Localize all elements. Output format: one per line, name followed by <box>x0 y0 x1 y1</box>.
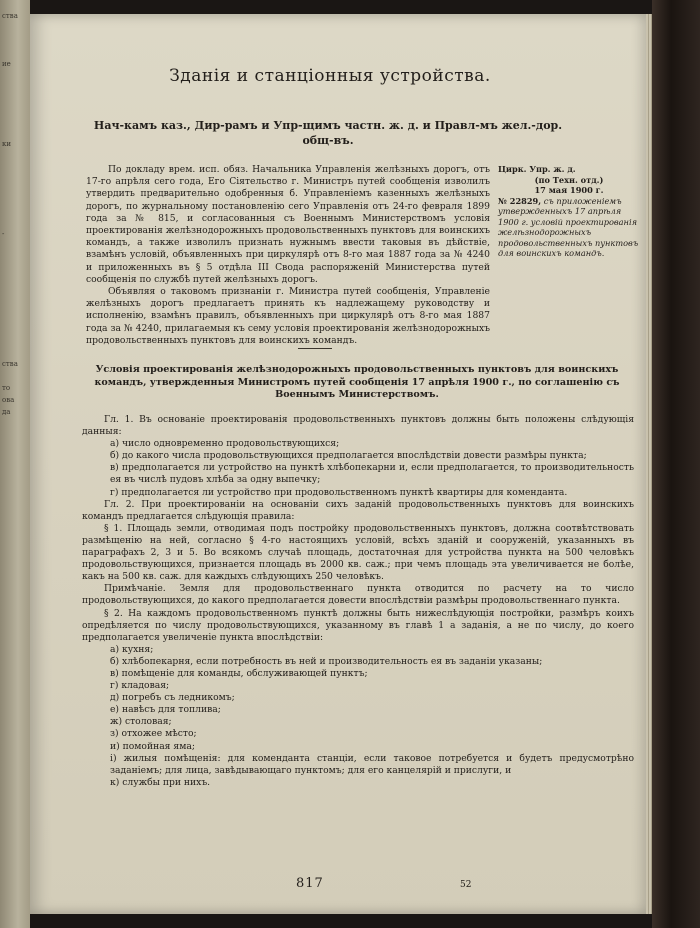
body-line: к) службы при нихъ. <box>110 776 211 788</box>
body-line: § 1. Площадь земли, отводимая подъ постройку продовольственныхъ пунктовъ, должна соотвѣтствовать размѣщенію на ней, согласно § 4-го настоящихъ условій, всѣхъ зданій и сооруженій, указанныхъ въ параграфахъ 2, 3 и 5. Во всякомъ случаѣ площадь, достаточная для устройства пункта на 500 человѣкъ продовольствующихся, признается площадь въ 2000 кв. саж.; при чемъ площадь эта увеличивается не болѣе, какъ на 500 кв. саж. для каждыхъ слѣдующихъ 250 человѣкъ. <box>82 522 634 583</box>
left-page-fragment: ие <box>2 60 11 68</box>
margin-note-line: (по Техн. отд.) <box>534 174 604 185</box>
intro-paragraphs <box>86 164 490 347</box>
margin-note <box>498 164 640 259</box>
book-spine <box>652 0 700 928</box>
body-line: д) погребъ съ ледникомъ; <box>110 692 235 704</box>
body-line: е) навѣсъ для топлива; <box>110 704 221 716</box>
left-page-fragment: ства <box>2 12 18 20</box>
body-line: Примѣчаніе. Земля для продовольственнаго пункта отводится по расчету на то число продовольствующихся, до какого предполагается довести впослѣдствіи размѣры продовольственнаго пункта. <box>82 583 634 607</box>
body-line: б) хлѣбопекарня, если потребность въ ней и производительность ея въ заданіи указаны; <box>110 655 543 667</box>
body-line: § 2. На каждомъ продовольственномъ пунктѣ должны быть нижеслѣдующія постройки, размѣръ коихъ опредѣляется по числу продовольствующихся, указанному въ главѣ 1 а заданія, а не по числу, до коего предполагается увеличеніе пункта впослѣдствіи: <box>82 607 634 643</box>
book-page <box>30 14 646 914</box>
margin-note-line: Цирк. Упр. ж. д. <box>498 164 576 174</box>
paragraph-1: По докладу врем. исп. обяз. Начальника Управленія желѣзныхъ дорогъ, отъ 17-го апрѣля сего года, Его Сіятельство г. Министръ путей сообщенія изволилъ утвердить предварительно одобренныя б. Управленіемъ казенныхъ желѣзныхъ дорогъ, по журнальному постановленію сего Управленія отъ 24-го февраля 1899 года за № 815, и согласованныя съ Военнымъ Министерствомъ условія проектированія желѣзнодорожныхъ продовольственныхъ пунктовъ для воинскихъ командъ, а также изволилъ признать нужнымъ ввести таковыя въ дѣйствіе, взамѣнъ условій, объявленныхъ при циркулярѣ отъ 8-го мая 1887 года за № 4240 и приложенныхъ въ § 5 отдѣла III Свода распоряженій Министерства путей сообщенія по службѣ путей желѣзныхъ дорогъ. <box>86 164 490 285</box>
left-page-fragment: ова <box>2 396 15 404</box>
body-line: б) до какого числа продовольствующихся предполагается впослѣдствіи довести размѣры пункта; <box>110 450 587 462</box>
body-line: а) кухня; <box>110 643 154 655</box>
left-page-fragment: то <box>2 384 11 392</box>
margin-note-number: № 22829, <box>498 195 542 206</box>
left-page-fragment: ки <box>2 140 12 148</box>
body-line: в) помѣщеніе для команды, обслуживающей пунктъ; <box>110 667 368 679</box>
page-title: Зданія и станціонныя устройства. <box>169 66 491 86</box>
page-number: 817 <box>296 876 324 891</box>
body-line: і) жилыя помѣщенія: для коменданта станціи, если таковое потребуется и будетъ предусмотрѣно заданіемъ; для лица, завѣдывающаго пунктомъ; для его канцелярій и прислуги, и <box>110 752 634 776</box>
left-page-fragment: - <box>2 230 5 238</box>
body-line: Гл. 1. Въ основаніе проектированія продовольственныхъ пунктовъ должны быть положены слѣдующія данныя: <box>82 414 634 438</box>
body-line: а) число одновременно продовольствующихся; <box>110 438 340 450</box>
body-line: з) отхожее мѣсто; <box>110 728 197 740</box>
page-subtitle: Нач-камъ каз., Дир-рамъ и Упр-щимъ частн. ж. д. и Правл-мъ жел.-дор. общ-въ. <box>93 119 563 147</box>
body-text <box>82 414 634 789</box>
page-number-secondary: 52 <box>460 880 472 890</box>
body-line: г) кладовая; <box>110 680 170 692</box>
body-line: и) помойная яма; <box>110 740 195 752</box>
body-line: Гл. 2. При проектированіи на основаніи сихъ заданій продовольственныхъ пунктовъ для воинскихъ командъ предлагается слѣдующія правила: <box>82 498 634 522</box>
left-page-fragment: да <box>2 408 11 416</box>
margin-note-text: съ приложеніемъ утвержденныхъ 17 апрѣля 1900 г. условій проектированія желѣзнодорожныхъ продовольственныхъ пунктовъ для воинскихъ командъ. <box>498 195 639 258</box>
left-page-edge <box>0 0 30 928</box>
left-page-fragment: ства <box>2 360 18 368</box>
paragraph-2: Объявляя о таковомъ признаніи г. Министра путей сообщенія, Управленіе желѣзныхъ дорогъ предлагаетъ принять къ надлежащему руководству и исполненію, взамѣнъ правилъ, объявленныхъ при циркулярѣ отъ 8-го мая 1887 года за № 4240, прилагаемыя къ сему условія проектированія желѣзнодорожныхъ продовольственныхъ пунктовъ для воинскихъ командъ. <box>86 286 490 346</box>
divider <box>298 348 332 349</box>
section-title: Условія проектированія желѣзнодорожныхъ продовольственныхъ пунктовъ для воинскихъ командъ, утвержденныя Министромъ путей сообщенія 17 апрѣля 1900 г., по соглашенію съ Военнымъ Министерствомъ. <box>94 364 620 400</box>
body-line: в) предполагается ли устройство на пунктѣ хлѣбопекарни и, если предполагается, то производительность ея въ числѣ пудовъ хлѣба за одну выпечку; <box>110 462 634 486</box>
body-line: ж) столовая; <box>110 716 172 728</box>
body-line: г) предполагается ли устройство при продовольственномъ пунктѣ квартиры для коменданта. <box>110 486 568 498</box>
margin-note-line: 17 мая 1900 г. <box>534 185 604 195</box>
